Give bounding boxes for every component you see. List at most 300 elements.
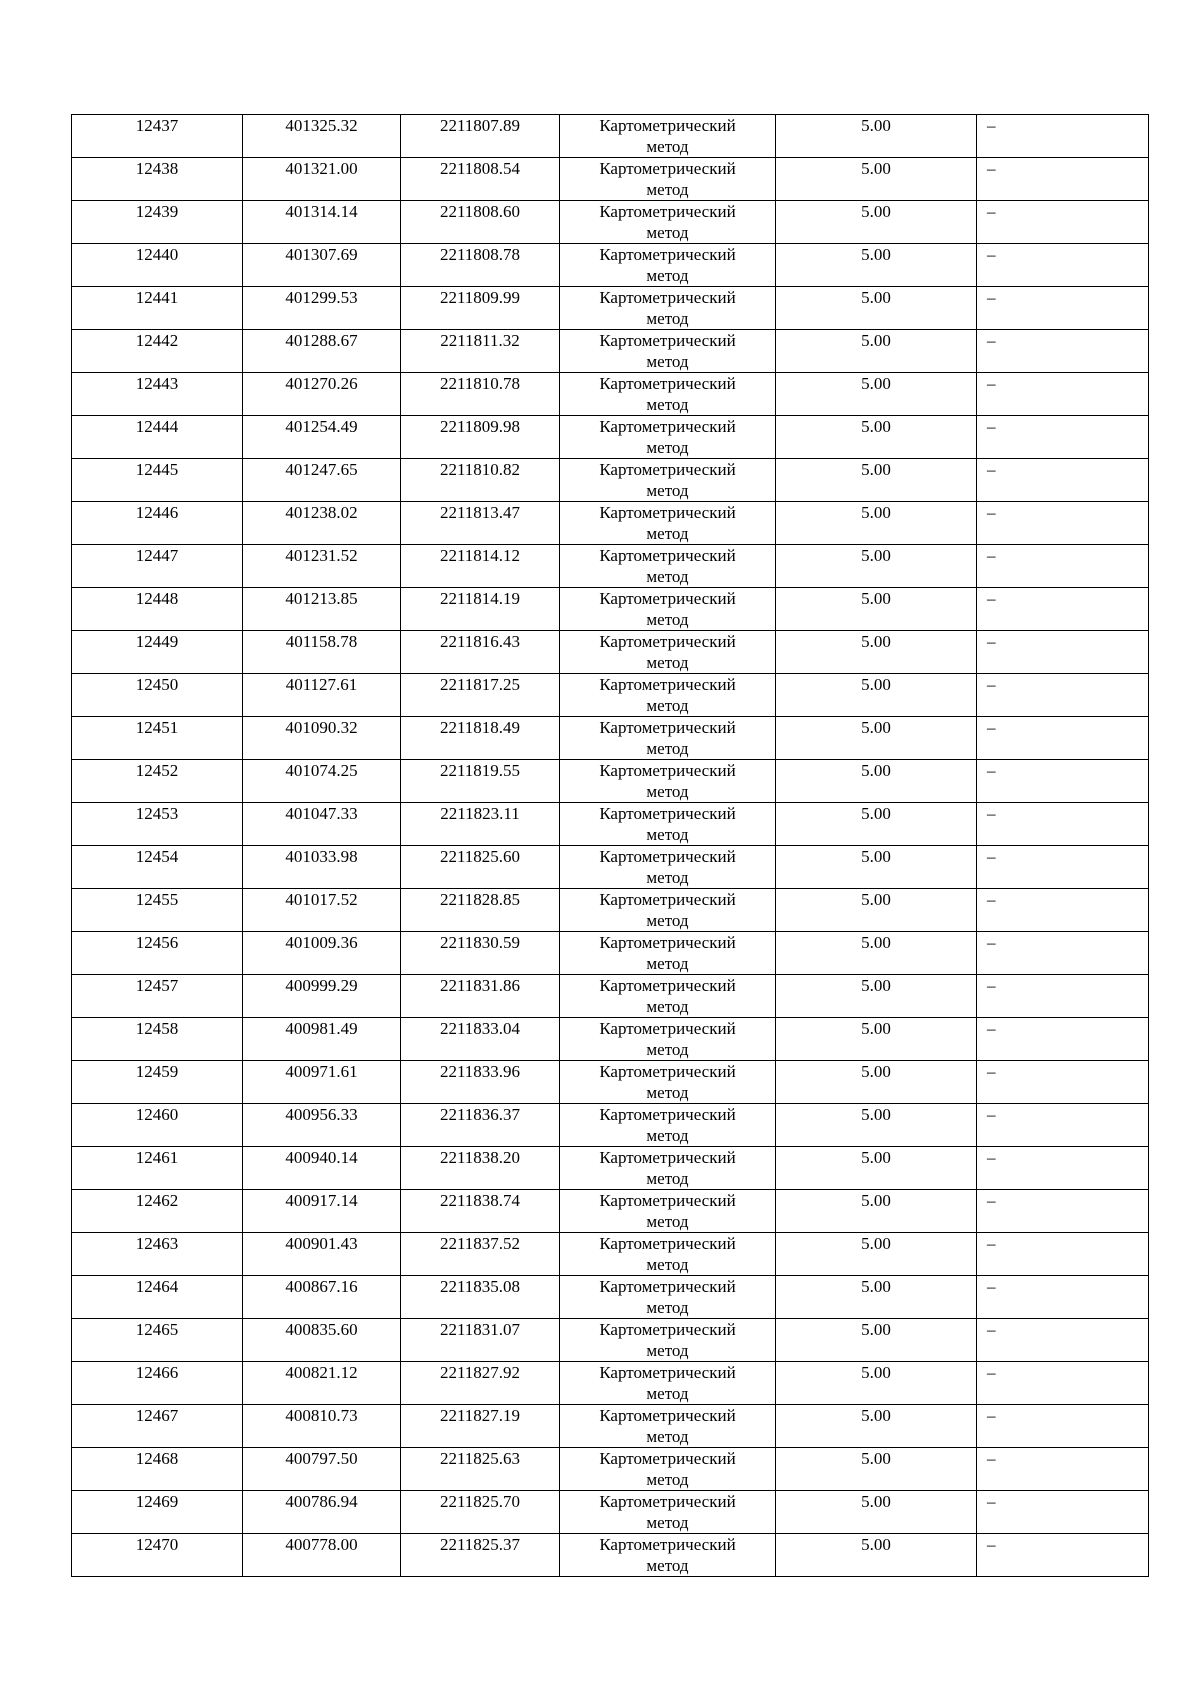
description-cell-text: – <box>987 1062 996 1081</box>
y-coordinate-cell <box>401 1018 560 1061</box>
accuracy-cell-text: 5.00 <box>861 1148 891 1167</box>
accuracy-cell-text: 5.00 <box>861 589 891 608</box>
accuracy-cell-text: 5.00 <box>861 1492 891 1511</box>
description-cell-text: – <box>987 761 996 780</box>
x-coordinate-cell <box>243 1491 401 1534</box>
description-cell-text: – <box>987 718 996 737</box>
x-coordinate-cell-text: 400956.33 <box>285 1105 358 1124</box>
y-coordinate-cell-text: 2211828.85 <box>439 890 521 909</box>
method-cell-text: Картометрический метод <box>599 1406 736 1446</box>
y-coordinate-cell <box>401 115 560 158</box>
x-coordinate-cell-text: 401047.33 <box>285 804 358 823</box>
method-cell-text: Картометрический метод <box>599 1277 736 1317</box>
x-coordinate-cell <box>243 631 401 674</box>
x-coordinate-cell <box>243 932 401 975</box>
y-coordinate-cell <box>401 717 560 760</box>
accuracy-cell <box>776 803 977 846</box>
method-cell <box>560 1018 776 1061</box>
x-coordinate-cell <box>243 502 401 545</box>
x-coordinate-cell-text: 400810.73 <box>285 1406 358 1425</box>
description-cell <box>977 1405 1149 1448</box>
method-cell <box>560 201 776 244</box>
document-page <box>71 114 1148 1577</box>
point-number-cell <box>72 1448 243 1491</box>
description-cell-text: – <box>987 804 996 823</box>
y-coordinate-cell-text: 2211814.12 <box>439 546 521 565</box>
accuracy-cell-text: 5.00 <box>861 1019 891 1038</box>
point-number-cell-text: 12443 <box>135 374 179 393</box>
method-cell-text: Картометрический метод <box>599 116 736 156</box>
table-row <box>72 330 1149 373</box>
table-row <box>72 674 1149 717</box>
x-coordinate-cell-text: 401009.36 <box>285 933 358 952</box>
accuracy-cell <box>776 1276 977 1319</box>
description-cell <box>977 158 1149 201</box>
point-number-cell-text: 12448 <box>135 589 179 608</box>
description-cell-text: – <box>987 1105 996 1124</box>
x-coordinate-cell-text: 400981.49 <box>285 1019 358 1038</box>
accuracy-cell-text: 5.00 <box>861 331 891 350</box>
method-cell-text: Картометрический метод <box>599 1019 736 1059</box>
table-row <box>72 244 1149 287</box>
accuracy-cell-text: 5.00 <box>861 116 891 135</box>
description-cell <box>977 373 1149 416</box>
description-cell <box>977 1190 1149 1233</box>
point-number-cell-text: 12461 <box>135 1148 179 1167</box>
x-coordinate-cell <box>243 201 401 244</box>
description-cell <box>977 1018 1149 1061</box>
y-coordinate-cell <box>401 459 560 502</box>
point-number-cell-text: 12438 <box>135 159 179 178</box>
method-cell <box>560 373 776 416</box>
accuracy-cell <box>776 459 977 502</box>
x-coordinate-cell <box>243 1448 401 1491</box>
description-cell-text: – <box>987 288 996 307</box>
accuracy-cell-text: 5.00 <box>861 288 891 307</box>
x-coordinate-cell-text: 401307.69 <box>285 245 358 264</box>
accuracy-cell <box>776 502 977 545</box>
description-cell <box>977 803 1149 846</box>
point-number-cell <box>72 631 243 674</box>
method-cell-text: Картометрический метод <box>599 202 736 242</box>
method-cell-text: Картометрический метод <box>599 761 736 801</box>
point-number-cell-text: 12464 <box>135 1277 179 1296</box>
accuracy-cell-text: 5.00 <box>861 417 891 436</box>
description-cell-text: – <box>987 847 996 866</box>
point-number-cell <box>72 1491 243 1534</box>
description-cell <box>977 545 1149 588</box>
y-coordinate-cell <box>401 932 560 975</box>
description-cell-text: – <box>987 503 996 522</box>
x-coordinate-cell-text: 401017.52 <box>285 890 358 909</box>
x-coordinate-cell-text: 401325.32 <box>285 116 358 135</box>
accuracy-cell <box>776 975 977 1018</box>
method-cell-text: Картометрический метод <box>599 718 736 758</box>
point-number-cell-text: 12440 <box>135 245 179 264</box>
x-coordinate-cell-text: 401299.53 <box>285 288 358 307</box>
description-cell-text: – <box>987 116 996 135</box>
point-number-cell <box>72 1362 243 1405</box>
accuracy-cell <box>776 588 977 631</box>
accuracy-cell-text: 5.00 <box>861 1277 891 1296</box>
x-coordinate-cell-text: 400867.16 <box>285 1277 358 1296</box>
accuracy-cell <box>776 1362 977 1405</box>
point-number-cell <box>72 244 243 287</box>
table-row <box>72 287 1149 330</box>
point-number-cell-text: 12444 <box>135 417 179 436</box>
description-cell <box>977 1147 1149 1190</box>
point-number-cell <box>72 373 243 416</box>
accuracy-cell-text: 5.00 <box>861 546 891 565</box>
accuracy-cell <box>776 1319 977 1362</box>
method-cell-text: Картометрический метод <box>599 976 736 1016</box>
method-cell-text: Картометрический метод <box>599 288 736 328</box>
point-number-cell-text: 12457 <box>135 976 179 995</box>
y-coordinate-cell-text: 2211827.92 <box>439 1363 521 1382</box>
point-number-cell-text: 12467 <box>135 1406 179 1425</box>
point-number-cell <box>72 545 243 588</box>
x-coordinate-cell-text: 401231.52 <box>285 546 358 565</box>
method-cell <box>560 1534 776 1577</box>
table-row <box>72 1362 1149 1405</box>
accuracy-cell <box>776 932 977 975</box>
y-coordinate-cell-text: 2211825.70 <box>439 1492 521 1511</box>
table-row <box>72 416 1149 459</box>
method-cell <box>560 674 776 717</box>
method-cell-text: Картометрический метод <box>599 245 736 285</box>
point-number-cell <box>72 1018 243 1061</box>
y-coordinate-cell-text: 2211814.19 <box>439 589 521 608</box>
x-coordinate-cell <box>243 803 401 846</box>
accuracy-cell-text: 5.00 <box>861 1363 891 1382</box>
description-cell-text: – <box>987 890 996 909</box>
method-cell <box>560 631 776 674</box>
accuracy-cell <box>776 846 977 889</box>
y-coordinate-cell-text: 2211810.82 <box>439 460 521 479</box>
y-coordinate-cell-text: 2211809.99 <box>439 288 521 307</box>
y-coordinate-cell-text: 2211833.96 <box>439 1062 521 1081</box>
accuracy-cell-text: 5.00 <box>861 1062 891 1081</box>
y-coordinate-cell <box>401 1190 560 1233</box>
y-coordinate-cell-text: 2211808.78 <box>439 245 521 264</box>
y-coordinate-cell <box>401 158 560 201</box>
description-cell-text: – <box>987 374 996 393</box>
x-coordinate-cell-text: 401213.85 <box>285 589 358 608</box>
y-coordinate-cell-text: 2211818.49 <box>439 718 521 737</box>
accuracy-cell-text: 5.00 <box>861 1234 891 1253</box>
y-coordinate-cell <box>401 330 560 373</box>
method-cell <box>560 1104 776 1147</box>
description-cell <box>977 1534 1149 1577</box>
table-row <box>72 1104 1149 1147</box>
table-row <box>72 889 1149 932</box>
point-number-cell-text: 12456 <box>135 933 179 952</box>
y-coordinate-cell <box>401 760 560 803</box>
table-row <box>72 717 1149 760</box>
y-coordinate-cell-text: 2211811.32 <box>440 331 520 350</box>
method-cell-text: Картометрический метод <box>599 460 736 500</box>
accuracy-cell-text: 5.00 <box>861 718 891 737</box>
method-cell <box>560 932 776 975</box>
method-cell-text: Картометрический метод <box>599 503 736 543</box>
y-coordinate-cell-text: 2211816.43 <box>439 632 521 651</box>
method-cell <box>560 1233 776 1276</box>
table-row <box>72 1405 1149 1448</box>
point-number-cell <box>72 1147 243 1190</box>
accuracy-cell-text: 5.00 <box>861 632 891 651</box>
x-coordinate-cell-text: 401254.49 <box>285 417 358 436</box>
point-number-cell <box>72 287 243 330</box>
table-row <box>72 459 1149 502</box>
y-coordinate-cell-text: 2211835.08 <box>439 1277 521 1296</box>
accuracy-cell <box>776 1405 977 1448</box>
table-row <box>72 1233 1149 1276</box>
description-cell-text: – <box>987 933 996 952</box>
y-coordinate-cell-text: 2211807.89 <box>439 116 521 135</box>
x-coordinate-cell <box>243 158 401 201</box>
accuracy-cell <box>776 717 977 760</box>
method-cell <box>560 803 776 846</box>
method-cell <box>560 717 776 760</box>
accuracy-cell-text: 5.00 <box>861 933 891 952</box>
x-coordinate-cell <box>243 760 401 803</box>
description-cell <box>977 244 1149 287</box>
description-cell <box>977 846 1149 889</box>
y-coordinate-cell <box>401 588 560 631</box>
description-cell-text: – <box>987 202 996 221</box>
point-number-cell <box>72 1319 243 1362</box>
x-coordinate-cell-text: 400821.12 <box>285 1363 358 1382</box>
point-number-cell-text: 12470 <box>135 1535 179 1554</box>
accuracy-cell-text: 5.00 <box>861 503 891 522</box>
y-coordinate-cell <box>401 1319 560 1362</box>
description-cell-text: – <box>987 1277 996 1296</box>
y-coordinate-cell <box>401 287 560 330</box>
accuracy-cell <box>776 1233 977 1276</box>
method-cell-text: Картометрический метод <box>599 632 736 672</box>
y-coordinate-cell <box>401 1147 560 1190</box>
method-cell <box>560 1405 776 1448</box>
table-row <box>72 545 1149 588</box>
method-cell <box>560 1147 776 1190</box>
description-cell-text: – <box>987 1191 996 1210</box>
point-number-cell-text: 12454 <box>135 847 179 866</box>
point-number-cell-text: 12439 <box>135 202 179 221</box>
point-number-cell <box>72 932 243 975</box>
point-number-cell-text: 12451 <box>135 718 179 737</box>
point-number-cell <box>72 459 243 502</box>
table-row <box>72 1147 1149 1190</box>
table-row <box>72 932 1149 975</box>
description-cell-text: – <box>987 589 996 608</box>
x-coordinate-cell-text: 400940.14 <box>285 1148 358 1167</box>
method-cell-text: Картометрический метод <box>599 589 736 629</box>
method-cell-text: Картометрический метод <box>599 159 736 199</box>
x-coordinate-cell <box>243 1190 401 1233</box>
table-row <box>72 158 1149 201</box>
point-number-cell <box>72 330 243 373</box>
x-coordinate-cell-text: 401270.26 <box>285 374 358 393</box>
description-cell <box>977 674 1149 717</box>
table-row <box>72 1061 1149 1104</box>
description-cell-text: – <box>987 675 996 694</box>
method-cell-text: Картометрический метод <box>599 1320 736 1360</box>
y-coordinate-cell-text: 2211808.60 <box>439 202 521 221</box>
point-number-cell <box>72 717 243 760</box>
x-coordinate-cell <box>243 1104 401 1147</box>
description-cell-text: – <box>987 1363 996 1382</box>
method-cell <box>560 287 776 330</box>
y-coordinate-cell-text: 2211809.98 <box>439 417 521 436</box>
table-row <box>72 588 1149 631</box>
accuracy-cell <box>776 1534 977 1577</box>
accuracy-cell <box>776 1104 977 1147</box>
method-cell-text: Картометрический метод <box>599 417 736 457</box>
point-number-cell <box>72 588 243 631</box>
y-coordinate-cell <box>401 889 560 932</box>
point-number-cell <box>72 803 243 846</box>
description-cell <box>977 1448 1149 1491</box>
method-cell-text: Картометрический метод <box>599 675 736 715</box>
x-coordinate-cell-text: 400778.00 <box>285 1535 358 1554</box>
description-cell <box>977 115 1149 158</box>
table-row <box>72 115 1149 158</box>
y-coordinate-cell <box>401 244 560 287</box>
y-coordinate-cell <box>401 1104 560 1147</box>
method-cell <box>560 1276 776 1319</box>
point-number-cell-text: 12446 <box>135 503 179 522</box>
point-number-cell <box>72 1190 243 1233</box>
point-number-cell-text: 12458 <box>135 1019 179 1038</box>
accuracy-cell-text: 5.00 <box>861 374 891 393</box>
description-cell-text: – <box>987 331 996 350</box>
x-coordinate-cell <box>243 846 401 889</box>
description-cell <box>977 717 1149 760</box>
description-cell-text: – <box>987 1535 996 1554</box>
y-coordinate-cell <box>401 1276 560 1319</box>
point-number-cell <box>72 1061 243 1104</box>
description-cell <box>977 287 1149 330</box>
x-coordinate-cell-text: 400917.14 <box>285 1191 358 1210</box>
accuracy-cell <box>776 1448 977 1491</box>
point-number-cell <box>72 975 243 1018</box>
accuracy-cell-text: 5.00 <box>861 1191 891 1210</box>
method-cell <box>560 1319 776 1362</box>
y-coordinate-cell <box>401 1233 560 1276</box>
method-cell-text: Картометрический метод <box>599 1535 736 1575</box>
point-number-cell-text: 12466 <box>135 1363 179 1382</box>
table-row <box>72 975 1149 1018</box>
description-cell <box>977 330 1149 373</box>
y-coordinate-cell <box>401 1061 560 1104</box>
x-coordinate-cell <box>243 1147 401 1190</box>
description-cell <box>977 1362 1149 1405</box>
x-coordinate-cell <box>243 545 401 588</box>
y-coordinate-cell-text: 2211836.37 <box>439 1105 521 1124</box>
table-row <box>72 201 1149 244</box>
x-coordinate-cell-text: 401314.14 <box>285 202 358 221</box>
point-number-cell-text: 12447 <box>135 546 179 565</box>
accuracy-cell-text: 5.00 <box>861 761 891 780</box>
method-cell <box>560 1362 776 1405</box>
y-coordinate-cell <box>401 201 560 244</box>
table-row <box>72 1276 1149 1319</box>
x-coordinate-cell-text: 401158.78 <box>285 632 358 651</box>
point-number-cell-text: 12463 <box>135 1234 179 1253</box>
accuracy-cell-text: 5.00 <box>861 1449 891 1468</box>
accuracy-cell <box>776 330 977 373</box>
y-coordinate-cell-text: 2211831.07 <box>439 1320 521 1339</box>
y-coordinate-cell <box>401 1405 560 1448</box>
method-cell <box>560 889 776 932</box>
y-coordinate-cell-text: 2211823.11 <box>440 804 520 823</box>
accuracy-cell-text: 5.00 <box>861 202 891 221</box>
table-row <box>72 803 1149 846</box>
y-coordinate-cell-text: 2211833.04 <box>439 1019 521 1038</box>
description-cell <box>977 459 1149 502</box>
method-cell <box>560 158 776 201</box>
y-coordinate-cell <box>401 373 560 416</box>
x-coordinate-cell <box>243 244 401 287</box>
method-cell <box>560 115 776 158</box>
point-number-cell-text: 12441 <box>135 288 179 307</box>
point-number-cell <box>72 1405 243 1448</box>
table-row <box>72 846 1149 889</box>
accuracy-cell-text: 5.00 <box>861 245 891 264</box>
point-number-cell <box>72 158 243 201</box>
description-cell <box>977 1491 1149 1534</box>
point-number-cell <box>72 502 243 545</box>
description-cell <box>977 1233 1149 1276</box>
point-number-cell-text: 12459 <box>135 1062 179 1081</box>
point-number-cell <box>72 760 243 803</box>
x-coordinate-cell <box>243 1233 401 1276</box>
y-coordinate-cell-text: 2211838.20 <box>439 1148 521 1167</box>
y-coordinate-cell <box>401 803 560 846</box>
x-coordinate-cell <box>243 330 401 373</box>
accuracy-cell <box>776 416 977 459</box>
x-coordinate-cell-text: 400999.29 <box>285 976 358 995</box>
method-cell <box>560 416 776 459</box>
description-cell <box>977 1061 1149 1104</box>
point-number-cell-text: 12452 <box>135 761 179 780</box>
description-cell-text: – <box>987 546 996 565</box>
method-cell <box>560 846 776 889</box>
x-coordinate-cell <box>243 459 401 502</box>
x-coordinate-cell-text: 400786.94 <box>285 1492 358 1511</box>
x-coordinate-cell <box>243 588 401 631</box>
x-coordinate-cell <box>243 1061 401 1104</box>
description-cell <box>977 889 1149 932</box>
x-coordinate-cell-text: 401074.25 <box>285 761 358 780</box>
point-number-cell <box>72 889 243 932</box>
y-coordinate-cell <box>401 674 560 717</box>
description-cell-text: – <box>987 1148 996 1167</box>
x-coordinate-cell-text: 400797.50 <box>285 1449 358 1468</box>
table-row <box>72 1534 1149 1577</box>
x-coordinate-cell <box>243 674 401 717</box>
point-number-cell-text: 12450 <box>135 675 179 694</box>
method-cell-text: Картометрический метод <box>599 1148 736 1188</box>
method-cell <box>560 330 776 373</box>
table-row <box>72 1018 1149 1061</box>
point-number-cell-text: 12449 <box>135 632 179 651</box>
method-cell <box>560 502 776 545</box>
description-cell-text: – <box>987 1449 996 1468</box>
x-coordinate-cell <box>243 717 401 760</box>
description-cell <box>977 1319 1149 1362</box>
table-row <box>72 502 1149 545</box>
